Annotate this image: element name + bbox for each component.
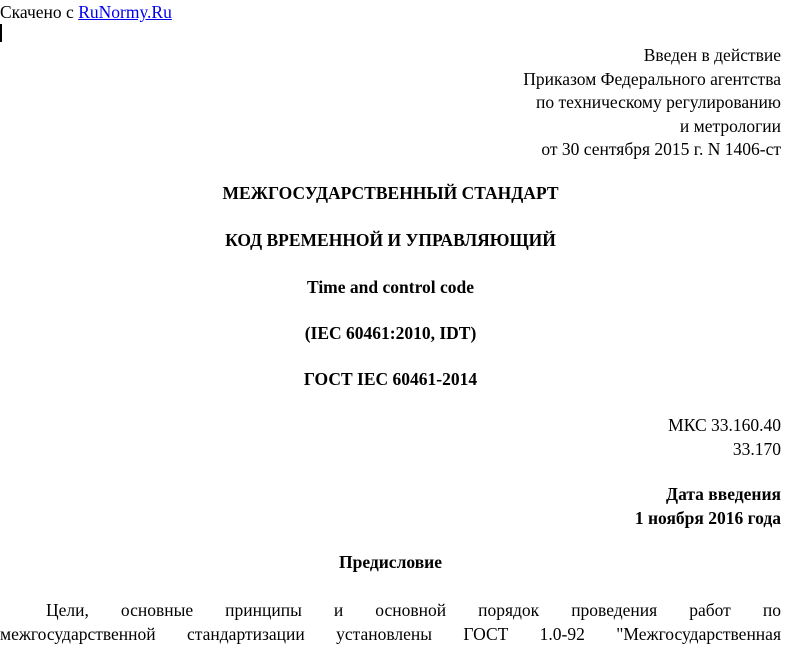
word: и bbox=[333, 600, 344, 620]
word: основной bbox=[375, 600, 447, 620]
word: по bbox=[762, 600, 781, 620]
paragraph-line bbox=[0, 622, 781, 646]
gost-designation: ГОСТ IEC 60461-2014 bbox=[303, 369, 478, 389]
intro-date-label: Дата введения bbox=[666, 484, 781, 504]
standard-title-ru: КОД ВРЕМЕННОЙ И УПРАВЛЯЮЩИЙ bbox=[225, 230, 556, 250]
approval-block bbox=[523, 44, 781, 162]
intro-date-value: 1 ноября 2016 года bbox=[634, 507, 781, 528]
word: Цели, bbox=[46, 600, 89, 620]
word: 1.0-92 bbox=[539, 624, 585, 644]
word: стандартизации bbox=[187, 624, 305, 644]
word: порядок bbox=[478, 600, 540, 620]
word: ГОСТ bbox=[463, 624, 509, 644]
word: проведения bbox=[571, 600, 658, 620]
approval-line: Введен в действие bbox=[643, 45, 781, 65]
preface-heading: Предисловие bbox=[338, 552, 443, 572]
approval-line: и метрологии bbox=[679, 115, 781, 136]
approval-line: по техническому регулированию bbox=[535, 92, 781, 113]
word: межгосударственной bbox=[0, 624, 156, 644]
paragraph-line bbox=[0, 598, 781, 622]
source-link[interactable]: RuNormy.Ru bbox=[78, 2, 172, 22]
approval-line: Приказом Федерального агентства bbox=[523, 68, 781, 89]
text-cursor bbox=[0, 24, 2, 42]
mks-codes bbox=[668, 414, 781, 461]
mks-code: МКС 33.160.40 bbox=[668, 415, 781, 435]
word: основные bbox=[120, 600, 194, 620]
preface-paragraph bbox=[0, 598, 781, 646]
intro-date-block bbox=[635, 483, 781, 530]
iec-reference: (IEC 60461:2010, IDT) bbox=[304, 323, 477, 343]
word: принципы bbox=[225, 600, 302, 620]
source-line bbox=[0, 2, 172, 22]
mks-code: 33.170 bbox=[732, 438, 781, 459]
word: "Межгосударственная bbox=[616, 624, 781, 644]
interstate-standard-heading: МЕЖГОСУДАРСТВЕННЫЙ СТАНДАРТ bbox=[222, 183, 559, 203]
source-prefix: Скачено с bbox=[0, 2, 74, 22]
approval-line: от 30 сентября 2015 г. N 1406-ст bbox=[541, 139, 781, 160]
word: установлены bbox=[336, 624, 433, 644]
word: работ bbox=[689, 600, 731, 620]
standard-title-en: Time and control code bbox=[306, 277, 475, 297]
